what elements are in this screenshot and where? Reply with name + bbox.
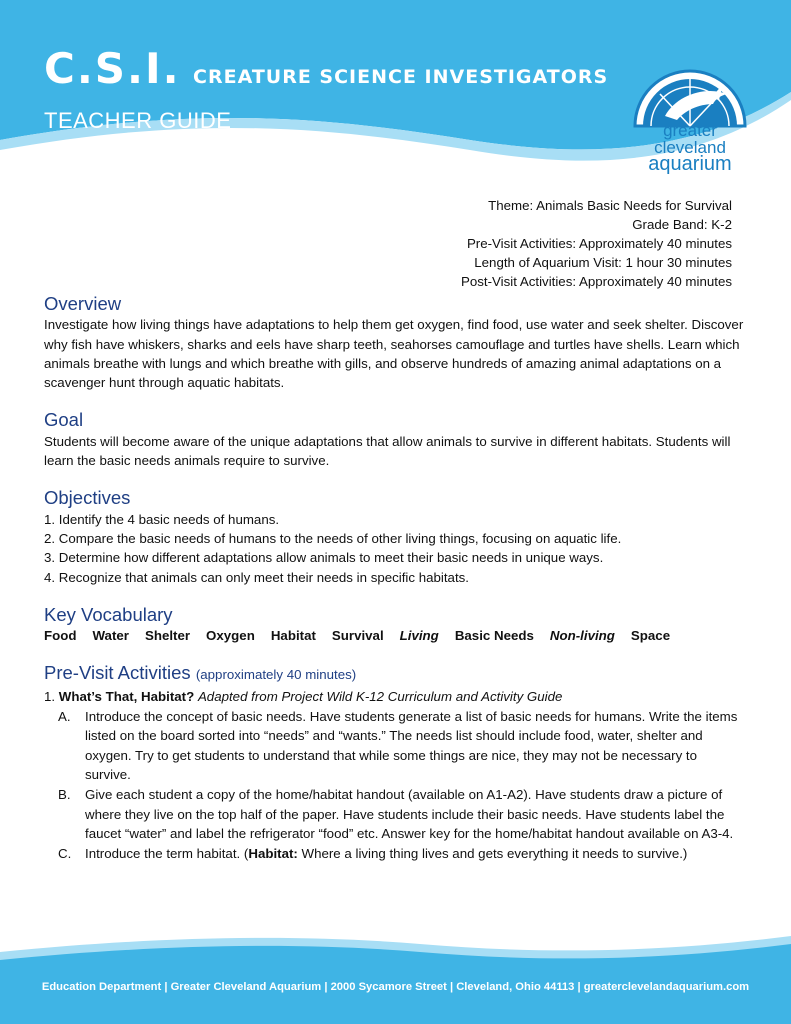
overview-section <box>44 294 744 392</box>
previsit-duration: (approximately 40 minutes) <box>195 667 357 683</box>
vocabulary-section <box>44 605 744 646</box>
objective-item: 3. Determine how different adaptations allow animals to meet their basic needs in unique ways. <box>44 550 604 566</box>
csi-acronym: C.S.I. <box>44 44 181 93</box>
vocab-word: Food <box>44 628 77 644</box>
vocab-word: Non-living <box>549 628 615 644</box>
activity-step <box>44 707 744 784</box>
logo-line-aquarium: aquarium <box>648 153 732 175</box>
previsit-section <box>44 663 744 863</box>
step-letter: A. <box>58 709 71 725</box>
goal-section <box>44 410 744 470</box>
vocab-word: Space <box>630 628 671 644</box>
activity-source: Adapted from Project Wild K-12 Curriculum and Activity Guide <box>197 688 563 704</box>
vocab-word: Water <box>92 628 129 644</box>
objectives-heading: Objectives <box>44 487 131 509</box>
meta-previsit-length: Pre-Visit Activities: Approximately 40 minutes <box>466 236 732 251</box>
activity-number: 1. <box>44 688 56 704</box>
activity-steps <box>44 707 744 863</box>
vocab-word: Habitat <box>270 628 316 644</box>
activity-step <box>44 844 744 863</box>
step-letter: C. <box>58 846 72 862</box>
vocab-word: Living <box>399 628 439 644</box>
habitat-term: Habitat: <box>248 846 298 862</box>
logo-line-cleveland: cleveland <box>654 138 726 157</box>
program-title <box>44 44 608 93</box>
step-text: Give each student a copy of the home/habitat handout (available on A1-A2). Have students draw a picture of where they live on the top half of the paper. Have students include their basic needs. Have students label the faucet “water” and label the refrigerator “food” etc. Answer key for the home/habitat handout available on A3-4. <box>85 787 734 841</box>
objectives-section <box>44 488 744 586</box>
activity-step <box>44 785 744 843</box>
aquarium-logo-text <box>612 122 768 173</box>
meta-theme: Theme: Animals Basic Needs for Survival <box>488 198 732 213</box>
logo-line-greater: greater <box>663 121 717 140</box>
vocabulary-list <box>44 626 744 645</box>
teacher-guide-label: TEACHER GUIDE <box>44 108 232 133</box>
meta-postvisit-length: Post-Visit Activities: Approximately 40 minutes <box>461 274 732 289</box>
step-text-start: Introduce the term habitat. ( <box>85 846 249 862</box>
lesson-meta <box>461 196 732 291</box>
document-body <box>44 294 744 863</box>
vocabulary-heading: Key Vocabulary <box>44 603 173 625</box>
step-letter: B. <box>58 787 71 803</box>
goal-heading: Goal <box>44 409 84 431</box>
footer-banner <box>0 930 791 1024</box>
meta-visit-length: Length of Aquarium Visit: 1 hour 30 minutes <box>474 255 732 270</box>
vocab-word: Oxygen <box>206 628 255 644</box>
previsit-heading <box>44 663 744 684</box>
program-name: CREATURE SCIENCE INVESTIGATORS <box>193 66 609 88</box>
overview-text: Investigate how living things have adaptations to help them get oxygen, find food, use water and seek shelter. Discover why fish have whiskers, sharks and eels have sharp teeth, seahorses camouflage and turtles have shells. Learn which animals breathe with lungs and which breathe with gills, and observe hundreds of amazing animal adaptations on a scavenger hunt through aquatic habitats. <box>44 317 744 391</box>
vocab-word: Survival <box>331 628 384 644</box>
overview-heading: Overview <box>44 293 122 314</box>
objective-item: 4. Recognize that animals can only meet their needs in specific habitats. <box>44 569 469 585</box>
goal-text: Students will become aware of the unique adaptations that allow animals to survive in different habitats. Students will learn the basic needs animals require to survive. <box>44 433 731 469</box>
activity-title-line <box>44 687 744 706</box>
previsit-heading-text: Pre-Visit Activities <box>44 662 191 684</box>
activity-title: What’s That, Habitat? <box>58 688 195 704</box>
objective-item: 1. Identify the 4 basic needs of humans. <box>44 511 280 527</box>
meta-grade-band: Grade Band: K-2 <box>632 217 732 232</box>
vocab-word: Shelter <box>144 628 191 644</box>
footer-wave-background <box>0 930 791 1024</box>
step-text: Introduce the concept of basic needs. Have students generate a list of basic needs for humans. Write the items listed on the board sorted into “needs” and “wants.” The needs list should include food, water, shelter and oxygen. Try to get students to understand that while some things are nice, they may not be necessary to survive. <box>85 709 738 782</box>
step-text-end: Where a living thing lives and gets everything it needs to survive.) <box>297 846 688 862</box>
footer-contact: Education Department | Greater Cleveland Aquarium | 2000 Sycamore Street | Cleveland, Ohio 44113 | greaterclevelandaquarium.com <box>41 981 750 993</box>
vocab-word: Basic Needs <box>454 628 534 644</box>
objective-item: 2. Compare the basic needs of humans to the needs of other living things, focusing on aquatic life. <box>44 530 622 546</box>
